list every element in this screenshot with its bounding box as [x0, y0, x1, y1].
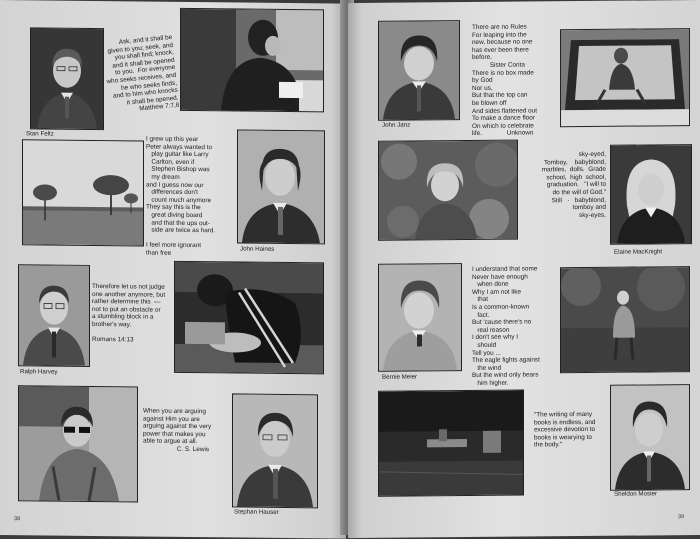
guitar-player-photo: [174, 261, 324, 375]
john-haines-name: John Haines: [240, 245, 275, 253]
stephan-hauser-portrait: [232, 393, 318, 508]
sunglasses-outdoor-photo: [18, 385, 138, 502]
elaine-macknight-portrait: [610, 144, 692, 245]
bernie-meier-quote: I understand that some Never have enough when done Why I am not like that Is a common-known fact. But 'cause there's no real reason I don't see why I should Tell you ... The eagle fights against the wind But the wind only bears him higher.: [472, 265, 540, 387]
stephan-hauser-name: Stephan Hauser: [234, 508, 279, 516]
bernie-meier-name: Bernie Meier: [382, 373, 418, 381]
right-page-number: 39: [678, 514, 685, 521]
elaine-macknight-quote: sky-eyed, Tomboy, babyblond, marbles, dolls. Grade school, high school, graduation. "I will to do the will of God." Still · babyblond, tomboy and sky-eyes.: [541, 150, 606, 219]
ralph-harvey-name: Ralph Harvey: [20, 368, 58, 376]
sheldon-mosier-quote: "The writing of many books is endless, and excessive devotion to books is wearying to the body.": [534, 410, 596, 449]
forest-walk-photo: [560, 266, 690, 373]
john-janz-portrait: [378, 20, 460, 121]
stephan-hauser-quote: When you are arguing against Him you are arguing against the very power that makes you able to argue at all. C. S. Lewis: [143, 407, 212, 454]
sheldon-mosier-portrait: [610, 384, 690, 491]
car-window-photo: [560, 28, 690, 127]
night-water-photo: [378, 390, 524, 497]
john-janz-name: John Janz: [382, 121, 411, 129]
right-page: [348, 0, 700, 538]
stan-feltz-name: Stan Feltz: [26, 130, 54, 138]
john-haines-quote: I grew up this year Peter always wanted to play guitar like Larry Carlton, even if Stephen Bishop was my dream and I guess now our differences don't count much anymore They say this is the great diving board and that the ups out- side are twice as hard. I feel more ignorant than free: [146, 135, 216, 257]
john-janz-quote: There are no Rules For leaping into the new, because no one has ever been there before. Sister Corita There is no box made by God Nor us, But that the top can be blown off And sides flattened out To make a dance floor On which to celebrate life. Unknown: [472, 23, 538, 138]
bernie-meier-portrait: [378, 263, 462, 372]
ralph-harvey-quote: Therefore let us not judge one another anymore, but rather determine this — not to put an obstacle or a stumbling block in a brother's way. Romans 14:13: [92, 282, 166, 344]
elaine-outdoor-photo: [378, 140, 518, 241]
ralph-harvey-portrait: [18, 264, 90, 367]
stan-feltz-quote: Ask, and it shall be given to you; seek, and you shall find; knock, and it shall be opened to you. For everyone who seeks receives, and he who seeks finds, and to him who knocks it shall be opened. Matthew 7:7,8: [106, 33, 180, 113]
stan-feltz-portrait: [30, 27, 104, 130]
trees-landscape-photo: [22, 139, 144, 246]
john-haines-portrait: [237, 129, 325, 244]
left-page-number: 38: [14, 516, 21, 523]
sheldon-mosier-name: Sheldon Mosier: [614, 490, 657, 498]
student-writing-photo: [180, 8, 324, 113]
left-page: [0, 0, 346, 539]
elaine-macknight-name: Elaine MacKnight: [614, 248, 663, 256]
